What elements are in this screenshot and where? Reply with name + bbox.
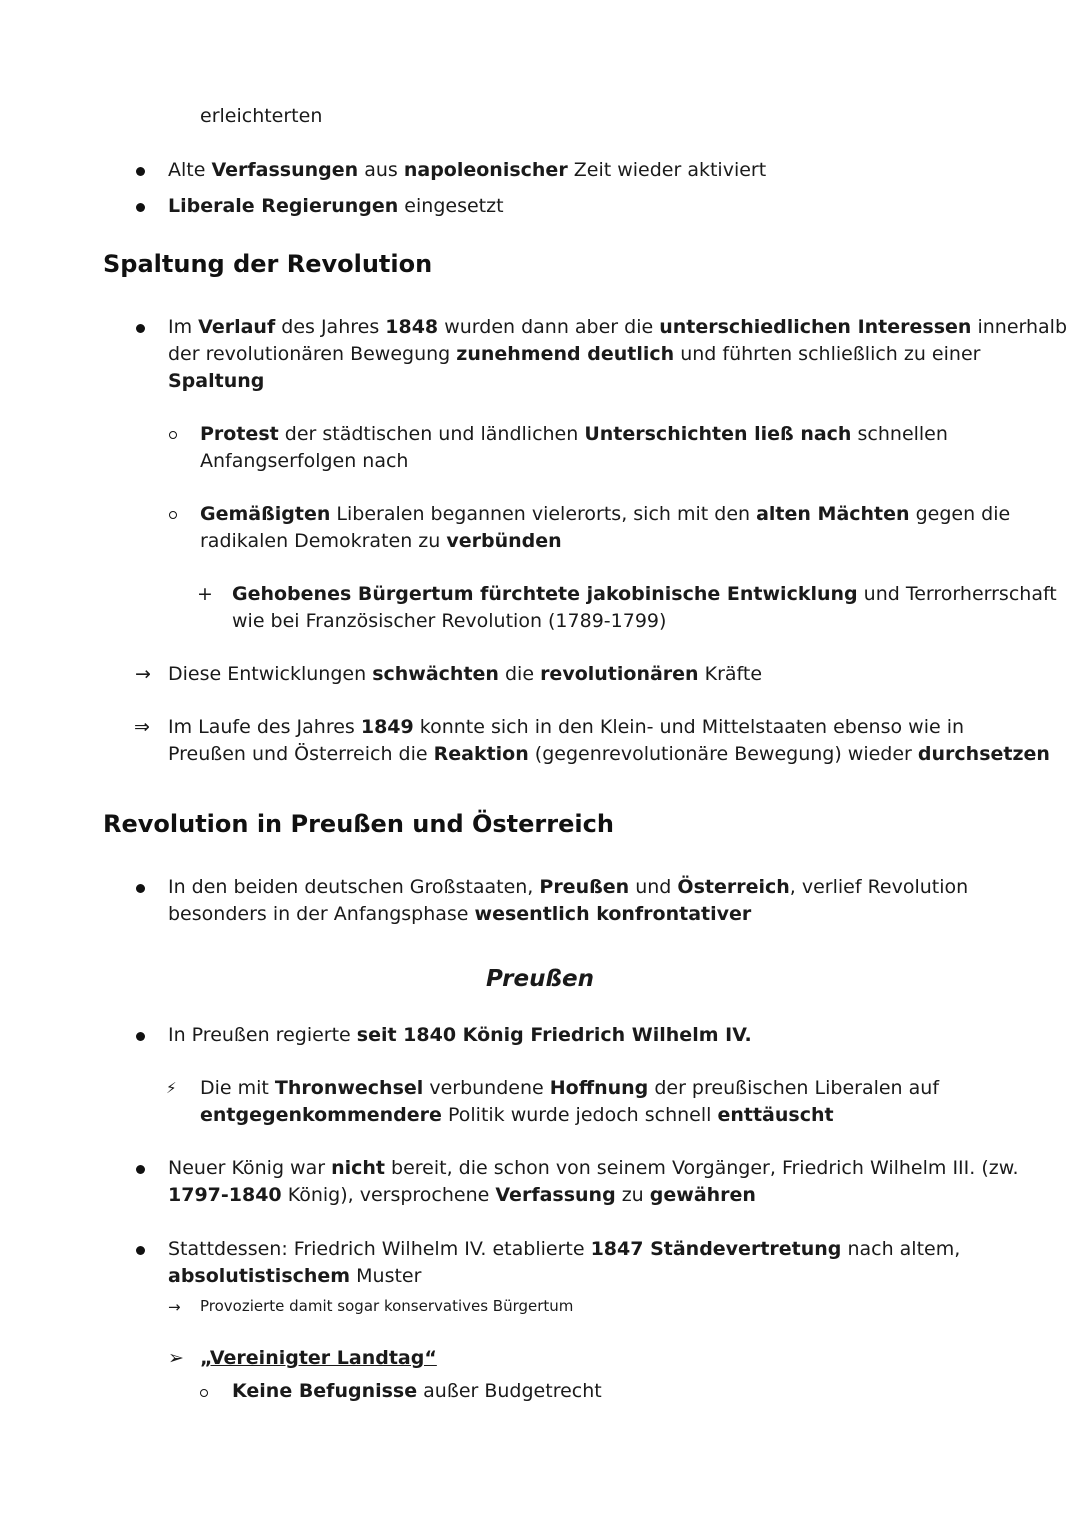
- text: Politik wurde jedoch schnell: [441, 1104, 718, 1126]
- text: der preußischen Liberalen auf: [648, 1077, 940, 1099]
- text: der revolutionären Bewegung: [168, 343, 457, 365]
- text: König), versprochene: [281, 1184, 496, 1206]
- text: und führten schließlich zu einer: [674, 343, 981, 365]
- text-line: [200, 103, 322, 130]
- text: Provozierte damit sogar konservatives Bürgertum: [200, 1297, 574, 1315]
- bold-text: absolutistischem: [168, 1265, 351, 1287]
- list-item: [200, 501, 1010, 555]
- bullet-icon: [136, 203, 145, 212]
- text: erleichterten: [200, 105, 323, 127]
- list-item: [168, 661, 762, 688]
- list-item-underlined: [200, 1345, 437, 1372]
- arrow-right-icon: →: [135, 663, 151, 685]
- bold-text: Protest: [200, 423, 279, 445]
- bullet-icon: [136, 1032, 145, 1041]
- double-arrow-right-icon: ⇒: [134, 716, 150, 738]
- subsection-heading: Preußen: [486, 966, 594, 992]
- bullet-icon: [136, 1165, 145, 1174]
- text: außer Budgetrecht: [417, 1380, 602, 1402]
- bold-text: 1847 Ständevertretung: [590, 1238, 842, 1260]
- bold-text: Reaktion: [433, 743, 529, 765]
- text: gegen die: [909, 503, 1011, 525]
- text: Liberalen begannen vielerorts, sich mit den: [330, 503, 757, 525]
- bold-text: gewähren: [649, 1184, 756, 1206]
- text: Alte: [168, 159, 212, 181]
- bold-text: 1849: [360, 716, 414, 738]
- plus-icon: +: [197, 583, 213, 605]
- bold-text: 1848: [385, 316, 439, 338]
- bold-text: unterschiedlichen Interessen: [659, 316, 972, 338]
- text: In Preußen regierte: [168, 1024, 357, 1046]
- text: schnellen: [851, 423, 948, 445]
- circle-bullet-icon: [169, 431, 177, 439]
- bullet-icon: [136, 884, 145, 893]
- text: aus: [358, 159, 404, 181]
- text: Neuer König war: [168, 1157, 332, 1179]
- text: verbundene: [423, 1077, 550, 1099]
- bold-text: Preußen: [539, 876, 630, 898]
- bold-text: Liberale Regierungen: [168, 195, 399, 217]
- text: bereit, die schon von seinem Vorgänger, Friedrich Wilhelm III. (zw.: [385, 1157, 1019, 1179]
- text: Preußen und Österreich die: [168, 743, 434, 765]
- text: Zeit wieder aktiviert: [567, 159, 767, 181]
- circle-bullet-icon: [169, 511, 177, 519]
- bold-text: enttäuscht: [717, 1104, 834, 1126]
- text: die: [498, 663, 541, 685]
- bold-text: Verfassungen: [211, 159, 359, 181]
- text: Im Laufe des Jahres: [168, 716, 361, 738]
- bold-text: Keine Befugnisse: [232, 1380, 418, 1402]
- list-item: [168, 1155, 1019, 1209]
- text: radikalen Demokraten zu: [200, 530, 447, 552]
- list-item: [200, 1075, 939, 1129]
- section-heading: Spaltung der Revolution: [103, 250, 433, 278]
- text: nach altem,: [841, 1238, 961, 1260]
- bullet-icon: [136, 324, 145, 333]
- list-item: [168, 1022, 752, 1049]
- bold-text: Gemäßigten: [200, 503, 331, 525]
- list-item: [168, 193, 504, 220]
- text: wurden dann aber die: [438, 316, 660, 338]
- bold-text: Österreich: [677, 876, 790, 898]
- text: innerhalb: [971, 316, 1068, 338]
- bold-text: wesentlich konfrontativer: [474, 903, 752, 925]
- text: eingesetzt: [398, 195, 504, 217]
- bold-text: Thronwechsel: [274, 1077, 424, 1099]
- circle-bullet-icon: [200, 1389, 208, 1397]
- text: Muster: [350, 1265, 422, 1287]
- text: Stattdessen: Friedrich Wilhelm IV. etablierte: [168, 1238, 591, 1260]
- list-item: [168, 314, 1067, 395]
- bold-text: nicht: [331, 1157, 385, 1179]
- bold-text: verbünden: [446, 530, 562, 552]
- text: des Jahres: [275, 316, 386, 338]
- list-item: [168, 157, 766, 184]
- text: und Terrorherrschaft: [857, 583, 1057, 605]
- bold-text: zunehmend deutlich: [456, 343, 675, 365]
- bold-text: 1797-1840: [168, 1184, 282, 1206]
- text: und: [629, 876, 678, 898]
- list-item: [168, 714, 1050, 768]
- bold-text: schwächten: [372, 663, 499, 685]
- text: Anfangserfolgen nach: [200, 450, 409, 472]
- bullet-icon: [136, 167, 145, 176]
- bold-text: Verlauf: [198, 316, 276, 338]
- bold-text: napoleonischer: [403, 159, 568, 181]
- list-item: [232, 1378, 602, 1405]
- text: besonders in der Anfangsphase: [168, 903, 475, 925]
- bold-text: revolutionären: [540, 663, 699, 685]
- bold-text: Hoffnung: [549, 1077, 649, 1099]
- bold-text: alten Mächten: [756, 503, 910, 525]
- text: In den beiden deutschen Großstaaten,: [168, 876, 540, 898]
- bold-text: Unterschichten ließ nach: [584, 423, 852, 445]
- text: wie bei Französischer Revolution (1789-1799): [232, 610, 667, 632]
- bold-text: Gehobenes Bürgertum fürchtete jakobinische Entwicklung: [232, 583, 858, 605]
- text: Diese Entwicklungen: [168, 663, 373, 685]
- bold-text: entgegenkommendere: [200, 1104, 442, 1126]
- text: zu: [615, 1184, 650, 1206]
- text: Im: [168, 316, 199, 338]
- bold-text: Verfassung: [495, 1184, 616, 1206]
- text: Kräfte: [698, 663, 763, 685]
- section-heading: Revolution in Preußen und Österreich: [103, 810, 614, 838]
- list-item: [232, 581, 1057, 635]
- bold-text: Spaltung: [168, 370, 265, 392]
- bullet-icon: [136, 1246, 145, 1255]
- list-item: [200, 421, 948, 475]
- arrow-right-icon: →: [168, 1298, 181, 1316]
- text: (gegenrevolutionäre Bewegung) wieder: [528, 743, 918, 765]
- text: Die mit: [200, 1077, 275, 1099]
- arrowhead-bullet-icon: ➢: [168, 1347, 184, 1369]
- list-item: [168, 1236, 960, 1290]
- text: , verlief Revolution: [789, 876, 969, 898]
- list-item: [200, 1294, 573, 1318]
- bold-text: seit 1840 König Friedrich Wilhelm IV.: [356, 1024, 752, 1046]
- list-item: [168, 874, 968, 928]
- bold-text: „Vereinigter Landtag“: [200, 1347, 437, 1369]
- lightning-icon: ⚡: [166, 1079, 177, 1097]
- text: konnte sich in den Klein- und Mittelstaaten ebenso wie in: [413, 716, 965, 738]
- text: der städtischen und ländlichen: [278, 423, 585, 445]
- bold-text: durchsetzen: [917, 743, 1050, 765]
